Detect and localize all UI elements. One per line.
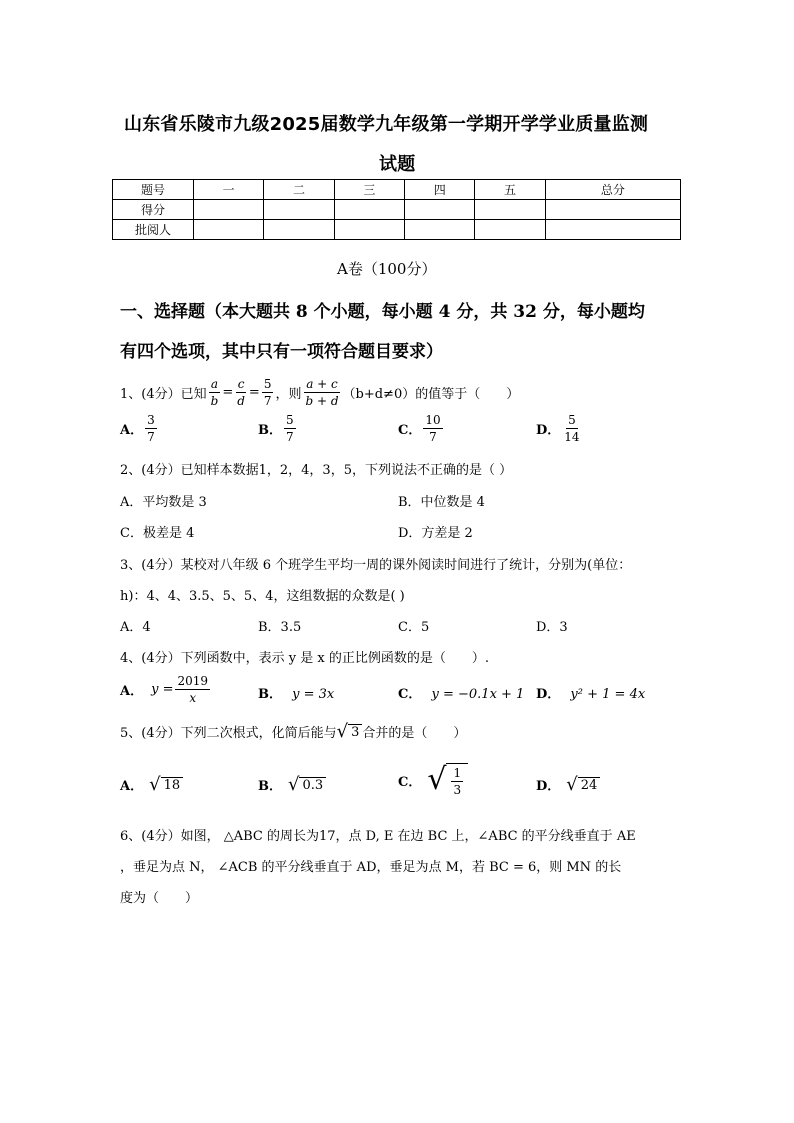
- denominator: b: [210, 394, 219, 408]
- radicand: 0.3: [299, 777, 326, 794]
- radical-sign: √: [336, 720, 349, 742]
- radical-sign: √: [566, 773, 578, 795]
- equals-sign: =: [222, 385, 234, 400]
- denominator: x: [189, 691, 197, 705]
- option-d[interactable]: [536, 775, 600, 794]
- score-cell[interactable]: [264, 220, 334, 240]
- option-b[interactable]: [258, 683, 334, 702]
- square-root: [288, 773, 326, 795]
- fraction: [209, 376, 221, 409]
- fraction: [303, 376, 340, 409]
- denominator: 7: [429, 430, 437, 444]
- square-root: [566, 773, 600, 795]
- radical-sign: √: [149, 773, 161, 795]
- table-row: [113, 220, 681, 240]
- denominator: 7: [263, 394, 272, 408]
- option-label: C．: [398, 687, 422, 702]
- score-cell[interactable]: [264, 200, 334, 220]
- score-cell[interactable]: [194, 220, 264, 240]
- fraction: [262, 376, 274, 409]
- table-header-cell: 三: [334, 180, 404, 200]
- radicand: 24: [578, 777, 601, 794]
- numerator: a: [210, 377, 219, 391]
- score-cell[interactable]: [475, 220, 545, 240]
- question-6-line2: ，垂足为点 N， ∠ACB 的平分线垂直于 AD，垂足为点 M，若 BC = 6，则 MN 的长: [120, 860, 622, 875]
- score-cell[interactable]: [475, 200, 545, 220]
- question-5: [120, 722, 466, 741]
- radicand: [446, 763, 468, 798]
- question-text: 5、(4分）下列二次根式，化简后能与: [120, 726, 337, 741]
- denominator: 14: [564, 430, 580, 444]
- option-label: B．: [258, 423, 282, 438]
- square-root: [336, 720, 363, 742]
- radical-sign: √: [288, 773, 300, 795]
- numerator: 5: [286, 413, 294, 427]
- option-d[interactable]: [536, 683, 645, 702]
- denominator: 7: [147, 430, 155, 444]
- part-heading: 一、选择题（本大题共 8 个小题，每小题 4 分，共 32 分，每小题均: [120, 302, 645, 322]
- denominator: 7: [286, 430, 294, 444]
- table-header-cell: 五: [475, 180, 545, 200]
- option-b[interactable]: B．3.5: [258, 620, 302, 635]
- fraction: [562, 412, 581, 445]
- numerator: 5: [263, 377, 272, 391]
- math-expression: y = 3x: [292, 687, 335, 702]
- square-root: [427, 762, 468, 798]
- score-cell[interactable]: [194, 200, 264, 220]
- score-cell[interactable]: [334, 220, 404, 240]
- numerator: 3: [147, 413, 155, 427]
- option-label: B．: [258, 779, 282, 794]
- numerator: 10: [425, 413, 441, 427]
- section-heading: A卷（100分）: [337, 260, 437, 278]
- denominator: b + d: [305, 394, 339, 408]
- numerator: c: [237, 377, 245, 391]
- option-d[interactable]: D．方差是 2: [398, 526, 473, 541]
- radicand: 3: [348, 724, 362, 741]
- table-header-cell: 一: [194, 180, 264, 200]
- denominator: d: [237, 394, 245, 408]
- part-heading-line2: 有四个选项，其中只有一项符合题目要求）: [120, 342, 443, 362]
- question-3-line2: h)：4、4、3.5、5、5、4，这组数据的众数是( ): [120, 589, 405, 604]
- square-root: [149, 773, 183, 795]
- option-c[interactable]: C．5: [398, 620, 430, 635]
- option-a[interactable]: [120, 673, 212, 706]
- fraction: [235, 376, 247, 409]
- table-header-cell: 四: [405, 180, 475, 200]
- question-6: 6、(4分）如图， △ABC 的周长为17，点 D, E 在边 BC 上，∠ABC 的平分线垂直于 AE: [120, 829, 636, 844]
- option-c[interactable]: [398, 412, 445, 445]
- score-cell[interactable]: [545, 200, 680, 220]
- math-expression: y = −0.1x + 1: [431, 687, 525, 702]
- option-label: D．: [536, 423, 561, 438]
- denominator: 3: [453, 783, 462, 797]
- fraction: [423, 412, 442, 445]
- option-label: A．: [120, 684, 144, 699]
- option-a[interactable]: A．平均数是 3: [120, 495, 207, 510]
- option-c[interactable]: [398, 762, 468, 798]
- fraction: [145, 412, 157, 445]
- table-header-cell: 题号: [113, 180, 194, 200]
- question-2: 2、(4分）已知样本数据1，2，4，3，5，下列说法不正确的是（ ）: [120, 463, 513, 478]
- option-label: D．: [536, 779, 561, 794]
- option-label: C．: [398, 423, 422, 438]
- numerator: a + c: [306, 377, 338, 391]
- question-text: 1、(4分）已知: [120, 387, 207, 402]
- option-label: B．: [258, 687, 282, 702]
- question-3: 3、(4分）某校对八年级 6 个班学生平均一周的课外阅读时间进行了统计，分别为(单位：: [120, 558, 632, 573]
- page-title-line2: 试题: [379, 154, 416, 175]
- fraction: [451, 765, 463, 798]
- option-d[interactable]: D．3: [536, 620, 568, 635]
- radical-sign: √: [427, 762, 447, 797]
- option-c[interactable]: [398, 683, 524, 702]
- table-row-label: 批阅人: [113, 220, 194, 240]
- numerator: 2019: [177, 674, 209, 688]
- numerator: 1: [453, 766, 462, 780]
- radicand: 18: [161, 777, 184, 794]
- option-b[interactable]: [258, 412, 298, 445]
- option-a[interactable]: [120, 412, 159, 445]
- fraction: [284, 412, 296, 445]
- table-header-row: [113, 180, 681, 200]
- score-cell[interactable]: [405, 220, 475, 240]
- option-label: C．: [398, 774, 422, 790]
- option-a[interactable]: [120, 775, 183, 794]
- question-4: 4、(4分）下列函数中，表示 y 是 x 的正比例函数的是（ ）.: [120, 651, 489, 666]
- equals-sign: =: [248, 385, 260, 400]
- option-b[interactable]: [258, 775, 326, 794]
- page-title: 山东省乐陵市九级2025届数学九年级第一学期开学学业质量监测: [124, 114, 649, 135]
- table-row: [113, 200, 681, 220]
- option-label: A．: [120, 779, 144, 794]
- score-table: [112, 179, 681, 240]
- question-text: 合并的是（ ）: [362, 726, 467, 741]
- fraction: [175, 673, 210, 706]
- question-6-line3: 度为（ ）: [120, 891, 199, 906]
- option-b[interactable]: B．中位数是 4: [398, 495, 485, 510]
- numerator: 5: [568, 413, 576, 427]
- option-label: A．: [120, 423, 144, 438]
- question-text: （b+d≠0）的值等于（ ）: [342, 387, 520, 402]
- option-a[interactable]: A．4: [120, 620, 151, 635]
- score-cell[interactable]: [334, 200, 404, 220]
- math-expression: y² + 1 = 4x: [570, 687, 646, 702]
- math-expression: y =: [151, 682, 174, 697]
- table-header-cell: 总分: [545, 180, 680, 200]
- question-1: [120, 376, 519, 409]
- option-c[interactable]: C．极差是 4: [120, 526, 195, 541]
- option-label: D．: [536, 687, 561, 702]
- table-row-label: 得分: [113, 200, 194, 220]
- score-cell[interactable]: [545, 220, 680, 240]
- option-d[interactable]: [536, 412, 584, 445]
- table-header-cell: 二: [264, 180, 334, 200]
- score-cell[interactable]: [405, 200, 475, 220]
- question-text: ，则: [275, 387, 302, 402]
